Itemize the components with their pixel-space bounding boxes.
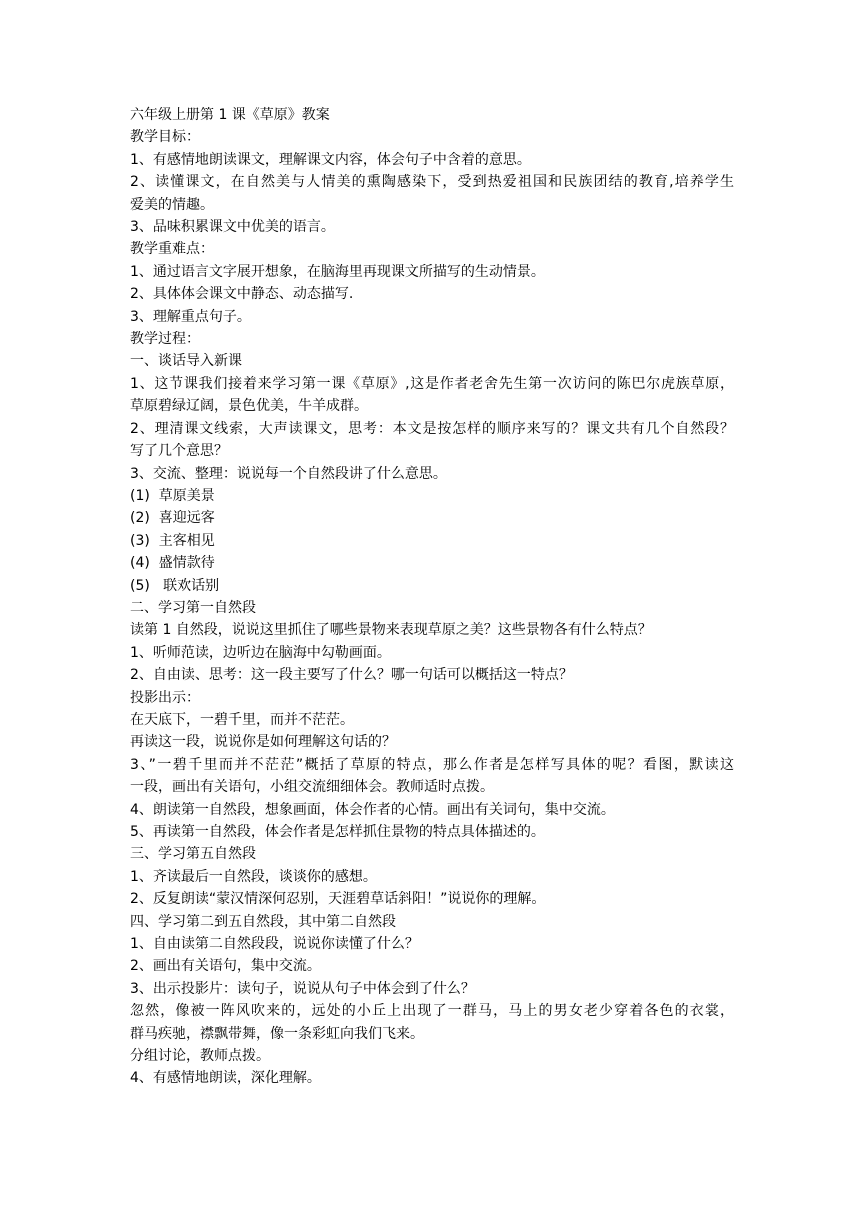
paragraph-line: 忽然，像被一阵风吹来的，远处的小丘上出现了一群马，马上的男女老少穿着各色的衣裳， (130, 1003, 734, 1020)
paragraph-line: 1、自由读第二自然段段，说说你读懂了什么？ (130, 936, 419, 953)
section-heading: 教学过程： (130, 331, 200, 348)
list-item: (5) 联欢话别 (130, 577, 220, 594)
document-page (130, 104, 734, 1090)
paragraph-line: 草原碧绿辽阔，景色优美，牛羊成群。 (130, 398, 368, 415)
paragraph-line: 爱美的情趣。 (130, 196, 214, 213)
section-heading: 教学重难点： (130, 241, 214, 258)
paragraph-line: 2、反复朗读“蒙汉情深何忍别，天涯碧草话斜阳！”说说你的理解。 (130, 891, 546, 908)
paragraph-line: 群马疾驰，襟飘带舞，像一条彩虹向我们飞来。 (130, 1025, 424, 1042)
section-heading: 二、学习第一自然段 (130, 599, 256, 616)
paragraph-line: 4、朗读第一自然段，想象画面，体会作者的心情。画出有关词句，集中交流。 (130, 801, 615, 818)
paragraph-line: 2、具体体会课文中静态、动态描写. (130, 286, 354, 303)
paragraph-line: 3、理解重点句子。 (130, 308, 251, 325)
section-heading: 四、学习第二到五自然段，其中第二自然段 (130, 913, 396, 930)
paragraph-line: 2、理清课文线索，大声读课文，思考：本文是按怎样的顺序来写的？课文共有几个自然段？ (130, 420, 734, 437)
paragraph-line: 在天底下，一碧千里，而并不茫茫。 (130, 711, 354, 728)
paragraph-line: 2、自由读、思考：这一段主要写了什么？哪一句话可以概括这一特点？ (130, 667, 573, 684)
section-heading: 三、学习第五自然段 (130, 846, 256, 863)
paragraph-line: 再读这一段，说说你是如何理解这句话的？ (130, 734, 396, 751)
section-heading: 教学目标： (130, 129, 200, 146)
paragraph-line: 3、”一碧千里而并不茫茫”概括了草原的特点，那么作者是怎样写具体的呢？看图，默读这 (130, 756, 734, 773)
paragraph-line: 1、通过语言文字展开想象，在脑海里再现课文所描写的生动情景。 (130, 263, 545, 280)
paragraph-line: 5、再读第一自然段，体会作者是怎样抓住景物的特点具体描述的。 (130, 824, 545, 840)
paragraph-line: 写了几个意思？ (130, 443, 228, 460)
paragraph-line: 投影出示： (130, 689, 200, 706)
paragraph-line: 1、齐读最后一自然段，谈谈你的感想。 (130, 868, 377, 885)
section-heading: 一、谈话导入新课 (130, 353, 242, 370)
paragraph-line: 1、听师范读，边听边在脑海中勾勒画面。 (130, 644, 391, 661)
list-item: (1) 草原美景 (130, 487, 215, 504)
paragraph-line: 1、这节课我们接着来学习第一课《草原》,这是作者老舍先生第一次访问的陈巴尔虎族草原， (130, 375, 734, 392)
list-item: (3) 主客相见 (130, 532, 215, 549)
paragraph-line: 4、有感情地朗读，深化理解。 (130, 1070, 321, 1087)
paragraph-line: 2、读懂课文，在自然美与人情美的熏陶感染下，受到热爱祖国和民族团结的教育,培养学生 (130, 174, 734, 191)
document-title: 六年级上册第 1 课《草原》教案 (130, 107, 330, 123)
list-item: (4) 盛情款待 (130, 555, 215, 572)
paragraph-line: 一段，画出有关语句，小组交流细细体会。教师适时点拨。 (130, 779, 494, 796)
paragraph-line: 3、出示投影片：读句子，说说从句子中体会到了什么？ (130, 980, 475, 997)
list-item: (2) 喜迎远客 (130, 510, 215, 527)
paragraph-line: 3、品味积累课文中优美的语言。 (130, 219, 335, 236)
paragraph-line: 2、画出有关语句，集中交流。 (130, 958, 321, 975)
paragraph-line: 1、有感情地朗读课文，理解课文内容，体会句子中含着的意思。 (130, 151, 531, 168)
paragraph-line: 3、交流、整理：说说每一个自然段讲了什么意思。 (130, 465, 447, 482)
paragraph-line: 分组讨论，教师点拨。 (130, 1048, 270, 1065)
paragraph-line: 读第 1 自然段，说说这里抓住了哪些景物来表现草原之美？这些景物各有什么特点？ (130, 622, 652, 639)
